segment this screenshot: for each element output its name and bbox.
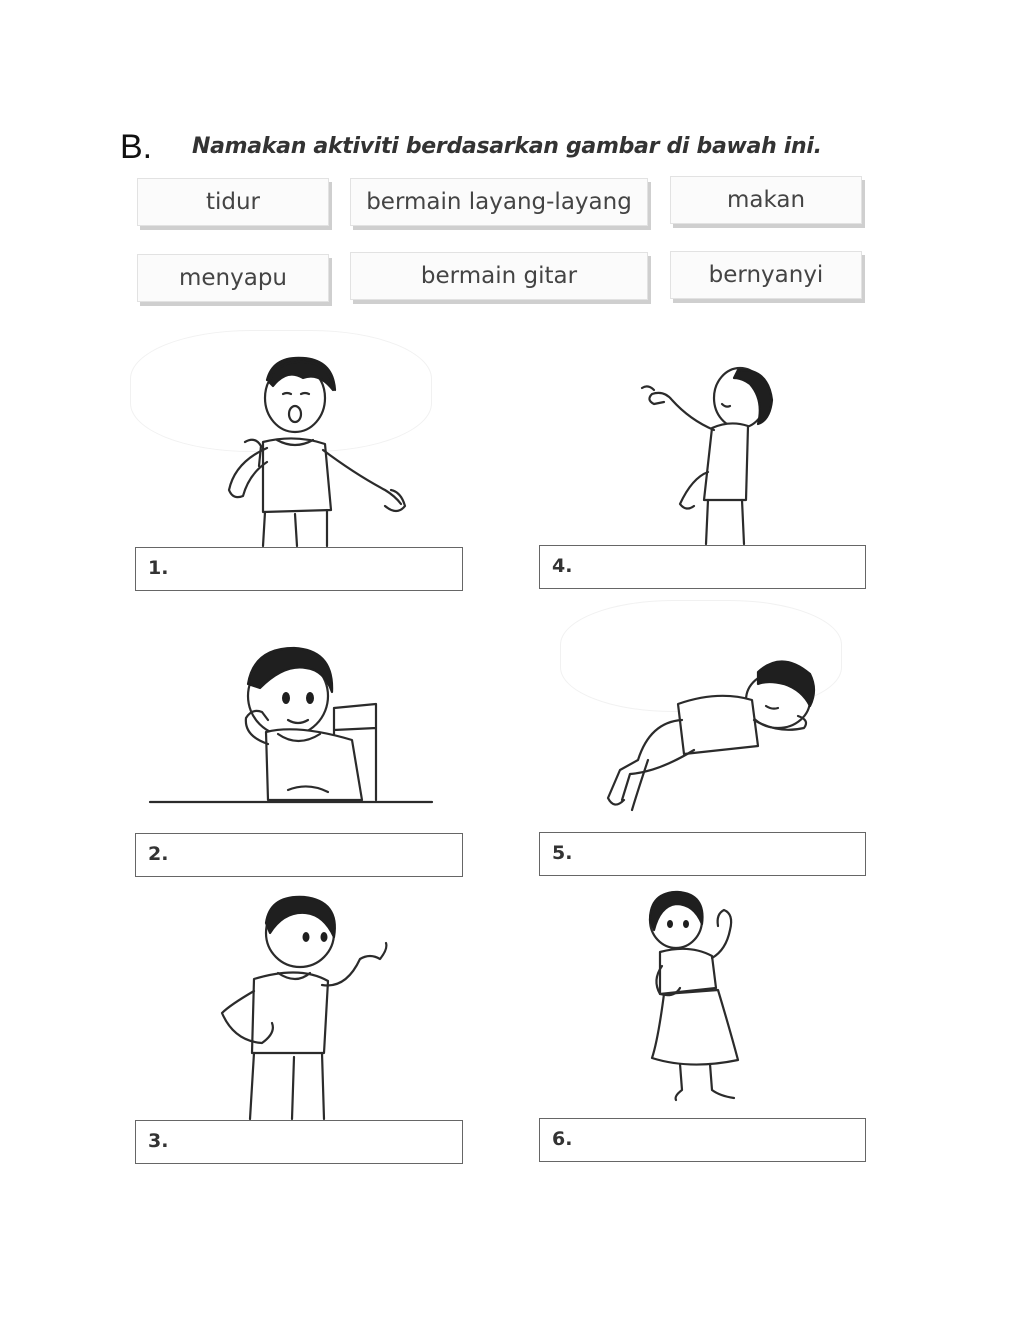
answer-number: 6. — [552, 1128, 573, 1150]
answer-box[interactable] — [135, 547, 463, 591]
answer-number: 3. — [148, 1130, 169, 1152]
section-letter: B. — [120, 128, 153, 166]
word-bank-item: tidur — [137, 178, 329, 226]
answer-number: 1. — [148, 557, 169, 579]
answer-box[interactable] — [135, 833, 463, 877]
boy-sleeping-illustration — [598, 650, 818, 820]
answer-number: 5. — [552, 842, 573, 864]
answer-box[interactable] — [539, 545, 866, 589]
boy-singing-illustration — [215, 350, 415, 550]
answer-box[interactable] — [539, 1118, 866, 1162]
boy-eating-illustration — [148, 640, 438, 810]
word-bank-item: bermain layang-layang — [350, 178, 648, 226]
word-bank-item: menyapu — [137, 254, 329, 302]
word-bank-item: bernyanyi — [670, 251, 862, 299]
girl-sweeping-illustration — [630, 890, 770, 1104]
answer-box[interactable] — [539, 832, 866, 876]
boy-flying-kite-illustration — [630, 360, 790, 545]
answer-number: 4. — [552, 555, 573, 577]
word-bank-item: bermain gitar — [350, 252, 648, 300]
boy-playing-guitar-illustration — [210, 893, 400, 1121]
word-bank-item: makan — [670, 176, 862, 224]
instruction-text: Namakan aktiviti berdasarkan gambar di bawah ini. — [192, 134, 822, 159]
answer-number: 2. — [148, 843, 169, 865]
answer-box[interactable] — [135, 1120, 463, 1164]
